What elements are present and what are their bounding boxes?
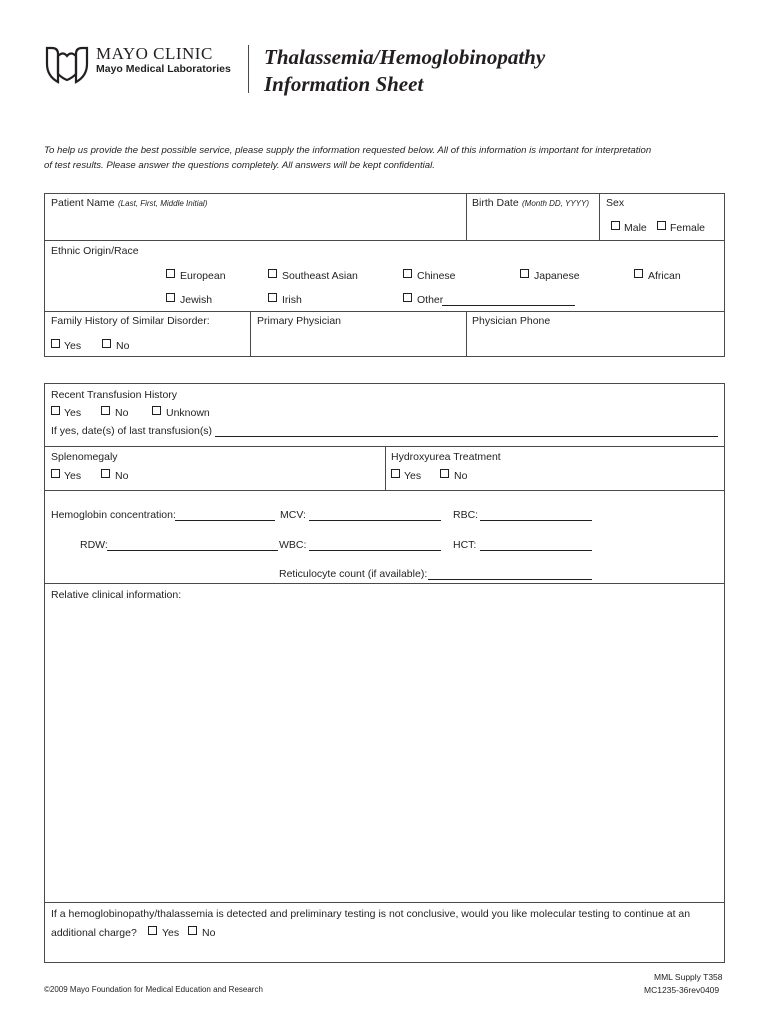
primary-physician-field[interactable] xyxy=(252,330,464,355)
splenomegaly-yes-label: Yes xyxy=(64,470,82,482)
rdw-field[interactable] xyxy=(107,550,278,551)
rbc-field[interactable] xyxy=(480,520,592,521)
molecular-no-checkbox[interactable] xyxy=(188,926,197,935)
ethnic-southeast-asian-checkbox[interactable] xyxy=(268,269,277,278)
supply-code: MML Supply T358 xyxy=(654,972,723,982)
birth-date-hint: (Month DD, YYYY) xyxy=(522,199,589,208)
transfusion-dates-field[interactable] xyxy=(215,436,718,437)
hydroxyurea-no-label: No xyxy=(454,470,468,482)
logo-name: MAYO CLINIC xyxy=(96,44,213,63)
ethnic-japanese-checkbox[interactable] xyxy=(520,269,529,278)
primary-physician-label: Primary Physician xyxy=(257,315,342,327)
birth-date-label: Birth Date xyxy=(472,197,519,209)
page-title: Thalassemia/Hemoglobinopathy xyxy=(264,45,546,69)
transfusion-unknown-checkbox[interactable] xyxy=(152,406,161,415)
ethnic-irish-checkbox[interactable] xyxy=(268,293,277,302)
page-title-line2: Information Sheet xyxy=(264,72,424,96)
family-no-label: No xyxy=(116,340,130,352)
hct-field[interactable] xyxy=(480,550,592,551)
sex-label: Sex xyxy=(606,197,625,209)
mcv-label: MCV: xyxy=(280,509,306,521)
molecular-yes-label: Yes xyxy=(162,927,180,939)
patient-name-field[interactable] xyxy=(46,212,464,238)
hydroxyurea-no-checkbox[interactable] xyxy=(440,469,449,478)
clinical-info-field[interactable] xyxy=(46,604,723,900)
wbc-field[interactable] xyxy=(309,550,441,551)
transfusion-dates-label: If yes, date(s) of last transfusion(s) xyxy=(51,425,213,437)
transfusion-no-label: No xyxy=(115,407,129,419)
ethnic-chinese-label: Chinese xyxy=(417,270,456,282)
ethnic-african-label: African xyxy=(648,270,681,282)
ethnic-southeast-asian-label: Southeast Asian xyxy=(282,270,358,282)
ethnic-jewish-checkbox[interactable] xyxy=(166,293,175,302)
mcv-field[interactable] xyxy=(309,520,441,521)
family-no-checkbox[interactable] xyxy=(102,339,111,348)
splenomegaly-yes-checkbox[interactable] xyxy=(51,469,60,478)
birth-date-field[interactable] xyxy=(468,212,597,238)
ethnic-european-checkbox[interactable] xyxy=(166,269,175,278)
transfusion-yes-checkbox[interactable] xyxy=(51,406,60,415)
copyright: ©2009 Mayo Foundation for Medical Education and Research xyxy=(44,985,263,994)
logo-subtitle: Mayo Medical Laboratories xyxy=(96,63,231,75)
ethnic-european-label: European xyxy=(180,270,226,282)
rdw-label: RDW: xyxy=(80,539,108,551)
family-yes-label: Yes xyxy=(64,340,82,352)
patient-name-label: Patient Name xyxy=(51,197,115,209)
hemoglobin-label: Hemoglobin concentration: xyxy=(51,509,176,521)
ethnic-african-checkbox[interactable] xyxy=(634,269,643,278)
transfusion-no-checkbox[interactable] xyxy=(101,406,110,415)
ethnic-origin-label: Ethnic Origin/Race xyxy=(51,245,139,257)
mayo-shield-logo xyxy=(44,44,90,84)
hydroxyurea-yes-label: Yes xyxy=(404,470,422,482)
rbc-label: RBC: xyxy=(453,509,479,521)
reticulocyte-field[interactable] xyxy=(428,579,592,580)
ethnic-other-checkbox[interactable] xyxy=(403,293,412,302)
molecular-question: If a hemoglobinopathy/thalassemia is detected and preliminary testing is not conclusive, would you like molecular testing to continue at an xyxy=(51,908,691,920)
ethnic-jewish-label: Jewish xyxy=(180,294,213,306)
hydroxyurea-yes-checkbox[interactable] xyxy=(391,469,400,478)
patient-name-hint: (Last, First, Middle Initial) xyxy=(118,199,208,208)
sex-female-label: Female xyxy=(670,222,706,234)
transfusion-yes-label: Yes xyxy=(64,407,82,419)
transfusion-label: Recent Transfusion History xyxy=(51,389,178,401)
hemoglobin-field[interactable] xyxy=(175,520,275,521)
molecular-yes-checkbox[interactable] xyxy=(148,926,157,935)
hct-label: HCT: xyxy=(453,539,477,551)
ethnic-irish-label: Irish xyxy=(282,294,302,306)
splenomegaly-label: Splenomegaly xyxy=(51,451,118,463)
reticulocyte-label: Reticulocyte count (if available): xyxy=(279,568,428,580)
ethnic-other-label: Other xyxy=(417,294,444,306)
physician-phone-field[interactable] xyxy=(468,330,723,355)
intro-text-2: of test results. Please answer the questions completely. All answers will be kept confidential. xyxy=(44,160,435,171)
family-yes-checkbox[interactable] xyxy=(51,339,60,348)
form-code: MC1235-36rev0409 xyxy=(644,985,720,995)
hydroxyurea-label: Hydroxyurea Treatment xyxy=(391,451,501,463)
ethnic-chinese-checkbox[interactable] xyxy=(403,269,412,278)
family-history-label: Family History of Similar Disorder: xyxy=(51,315,210,327)
header-divider xyxy=(248,45,249,93)
molecular-question-2: additional charge? xyxy=(51,927,137,939)
splenomegaly-no-label: No xyxy=(115,470,129,482)
intro-text: To help us provide the best possible service, please supply the information requested below. All of this information is important for interpretation xyxy=(44,145,652,156)
molecular-no-label: No xyxy=(202,927,216,939)
sex-female-checkbox[interactable] xyxy=(657,221,666,230)
physician-phone-label: Physician Phone xyxy=(472,315,551,327)
ethnic-other-field[interactable] xyxy=(442,305,575,306)
sex-male-checkbox[interactable] xyxy=(611,221,620,230)
clinical-info-label: Relative clinical information: xyxy=(51,589,182,601)
sex-male-label: Male xyxy=(624,222,647,234)
wbc-label: WBC: xyxy=(279,539,307,551)
transfusion-unknown-label: Unknown xyxy=(166,407,210,419)
ethnic-japanese-label: Japanese xyxy=(534,270,580,282)
splenomegaly-no-checkbox[interactable] xyxy=(101,469,110,478)
